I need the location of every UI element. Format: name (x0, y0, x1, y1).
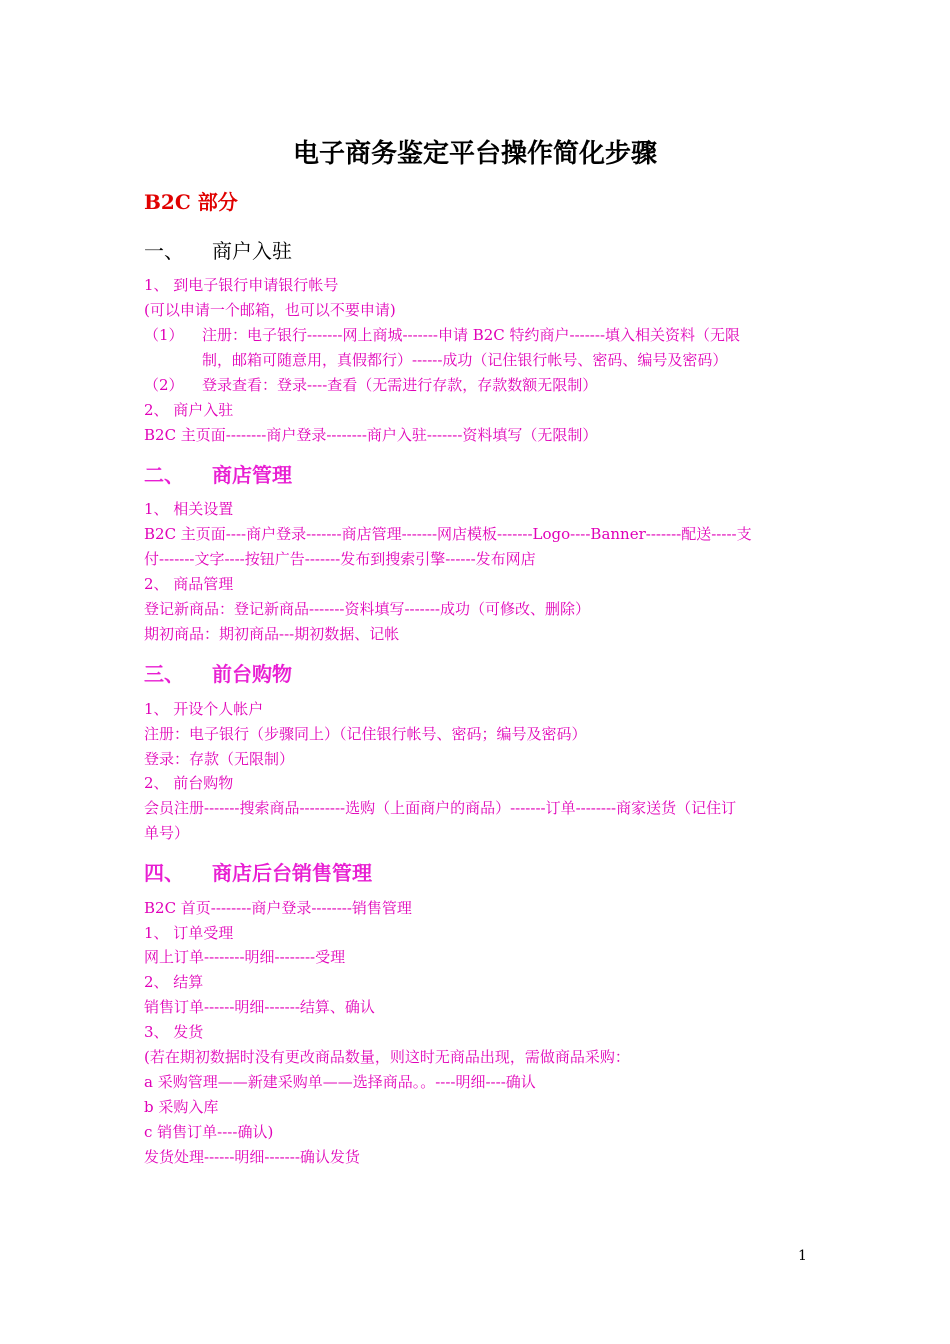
text-line: 单号） (144, 824, 190, 842)
text-line: c 销售订单----确认) (144, 1123, 274, 1141)
text-line: 2、 商户入驻 (144, 401, 234, 419)
text-line: (可以申请一个邮箱，也可以不要申请) (144, 301, 396, 319)
item-text: 注册：电子银行-------网上商城-------申请 B2C 特约商户-------填入相关资料（无限 (202, 326, 741, 344)
text-line: B2C 主页面----商户登录-------商店管理-------网店模板-------Logo----Banner-------配送-----支 (144, 525, 752, 543)
section-number: 三、 (144, 662, 184, 686)
text-line: 制，邮箱可随意用，真假都行）------成功（记住银行帐号、密码、编号及密码） (202, 351, 728, 369)
section-title: 前台购物 (212, 662, 292, 686)
text-line: 1、 开设个人帐户 (144, 700, 264, 718)
section-number: 二、 (144, 463, 184, 487)
item-label: （2） (144, 376, 184, 394)
document-title: 电子商务鉴定平台操作简化步骤 (292, 139, 657, 169)
text-line: 网上订单--------明细--------受理 (144, 948, 346, 966)
page-number: 1 (798, 1248, 807, 1264)
text-line: 1、 订单受理 (144, 924, 234, 942)
text-line: B2C 主页面--------商户登录--------商户入驻-------资料填写（无限制） (144, 426, 598, 444)
text-line: 3、 发货 (144, 1023, 204, 1041)
text-line: 登录：存款（无限制） (144, 750, 295, 768)
text-line (144, 373, 814, 398)
text-line: 2、 结算 (144, 973, 204, 991)
text-line: 2、 商品管理 (144, 575, 234, 593)
item-label: （1） (144, 326, 184, 344)
section-title: 商户入驻 (212, 239, 292, 263)
text-line: 1、 相关设置 (144, 500, 234, 518)
text-line: (若在期初数据时没有更改商品数量，则这时无商品出现，需做商品采购： (144, 1048, 630, 1066)
text-line: 登记新商品：登记新商品-------资料填写-------成功（可修改、删除） (144, 600, 590, 618)
section-number: 一、 (144, 239, 184, 263)
text-line: 1、 到电子银行申请银行帐号 (144, 276, 339, 294)
text-line: b 采购入库 (144, 1098, 219, 1116)
section-title: 商店后台销售管理 (212, 861, 372, 885)
text-line (144, 323, 814, 348)
text-line: 注册：电子银行（步骤同上）（记住银行帐号、密码；编号及密码） (144, 725, 587, 743)
section-number: 四、 (144, 861, 184, 885)
text-line: 2、 前台购物 (144, 774, 234, 792)
text-line: 销售订单------明细-------结算、确认 (144, 998, 375, 1016)
item-text: 登录查看：登录----查看（无需进行存款，存款数额无限制） (202, 376, 598, 394)
text-line: a 采购管理——新建采购单——选择商品。。----明细----确认 (144, 1073, 536, 1091)
part-heading: B2C 部分 (144, 190, 238, 214)
text-line: 付-------文字----按钮广告-------发布到搜索引擎------发布网店 (144, 550, 536, 568)
section-title: 商店管理 (212, 463, 292, 487)
text-line: 发货处理------明细-------确认发货 (144, 1148, 360, 1166)
text-line: 期初商品：期初商品---期初数据、记帐 (144, 625, 400, 643)
text-line: 会员注册-------搜索商品---------选购（上面商户的商品）-------订单--------商家送货（记住订 (144, 799, 737, 817)
text-line: B2C 首页--------商户登录--------销售管理 (144, 899, 412, 917)
